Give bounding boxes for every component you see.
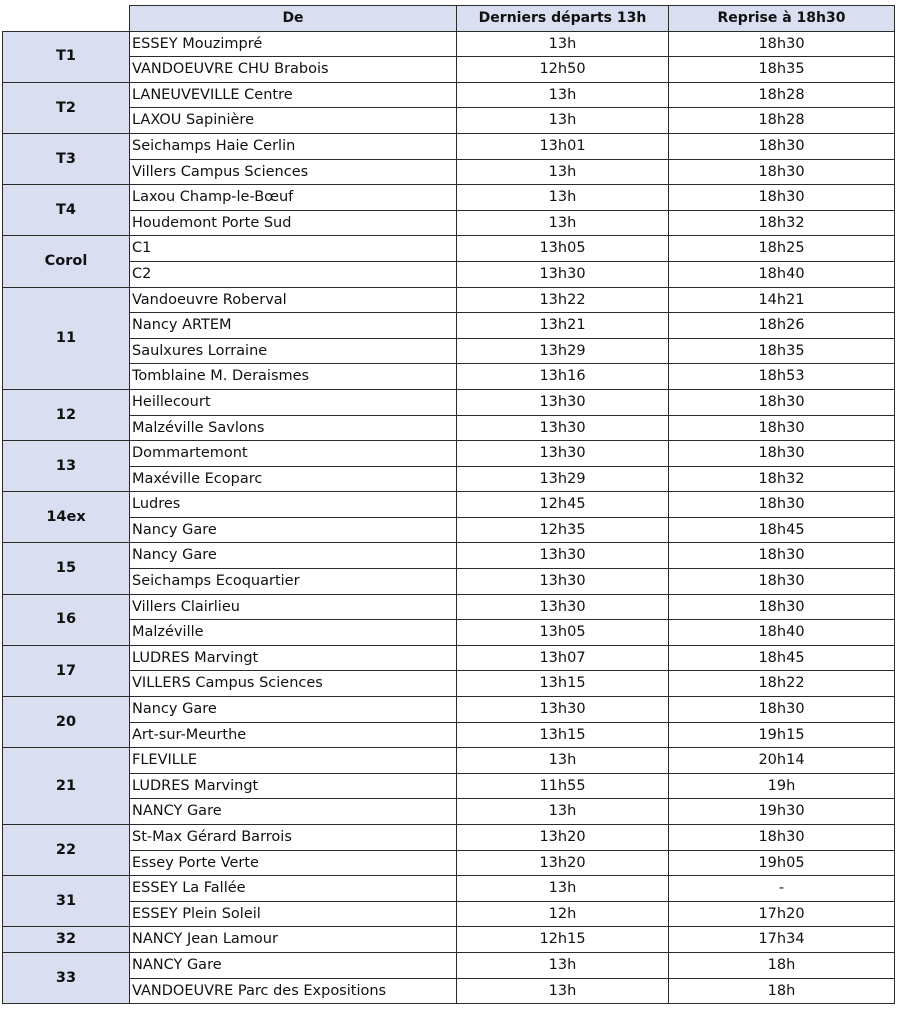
table-row — [3, 287, 895, 313]
line-label: 20 — [3, 697, 130, 748]
stop-from-cell: ESSEY Plein Soleil — [130, 901, 457, 927]
last-departure-cell: 13h — [457, 978, 669, 1004]
last-departure-cell: 13h — [457, 876, 669, 902]
stop-from-cell: C1 — [130, 236, 457, 262]
resumption-cell: 18h45 — [669, 517, 895, 543]
header-last-departures: Derniers départs 13h — [457, 6, 669, 32]
line-label: T3 — [3, 133, 130, 184]
last-departure-cell: 13h30 — [457, 594, 669, 620]
stop-from-cell: Nancy Gare — [130, 697, 457, 723]
last-departure-cell: 13h — [457, 82, 669, 108]
last-departure-cell: 13h15 — [457, 722, 669, 748]
header-from: De — [130, 6, 457, 32]
last-departure-cell: 13h22 — [457, 287, 669, 313]
last-departure-cell: 13h05 — [457, 620, 669, 646]
schedule-body — [3, 31, 895, 1004]
resumption-cell: 19h15 — [669, 722, 895, 748]
last-departure-cell: 12h15 — [457, 927, 669, 953]
last-departure-cell: 12h — [457, 901, 669, 927]
stop-from-cell: Malzéville — [130, 620, 457, 646]
last-departure-cell: 13h21 — [457, 313, 669, 339]
last-departure-cell: 13h15 — [457, 671, 669, 697]
resumption-cell: 18h40 — [669, 261, 895, 287]
stop-from-cell: Tomblaine M. Deraismes — [130, 364, 457, 390]
last-departure-cell: 13h30 — [457, 389, 669, 415]
stop-from-cell: ESSEY Mouzimpré — [130, 31, 457, 57]
stop-from-cell: FLEVILLE — [130, 748, 457, 774]
header-resumption: Reprise à 18h30 — [669, 6, 895, 32]
stop-from-cell: LAXOU Sapinière — [130, 108, 457, 134]
last-departure-cell: 13h — [457, 159, 669, 185]
stop-from-cell: Houdemont Porte Sud — [130, 210, 457, 236]
resumption-cell: 18h30 — [669, 389, 895, 415]
line-label: 22 — [3, 825, 130, 876]
stop-from-cell: Essey Porte Verte — [130, 850, 457, 876]
resumption-cell: 18h28 — [669, 108, 895, 134]
table-row — [3, 978, 895, 1004]
stop-from-cell: NANCY Jean Lamour — [130, 927, 457, 953]
stop-from-cell: Villers Clairlieu — [130, 594, 457, 620]
resumption-cell: 18h35 — [669, 57, 895, 83]
table-row — [3, 952, 895, 978]
stop-from-cell: Maxéville Ecoparc — [130, 466, 457, 492]
header-blank — [3, 6, 130, 32]
table-row — [3, 594, 895, 620]
table-row — [3, 901, 895, 927]
stop-from-cell: VANDOEUVRE CHU Brabois — [130, 57, 457, 83]
last-departure-cell: 13h20 — [457, 825, 669, 851]
table-row — [3, 671, 895, 697]
last-departure-cell: 13h30 — [457, 569, 669, 595]
table-row — [3, 108, 895, 134]
resumption-cell: 18h30 — [669, 441, 895, 467]
resumption-cell: 18h32 — [669, 466, 895, 492]
table-row — [3, 645, 895, 671]
line-label: 14ex — [3, 492, 130, 543]
line-label: 21 — [3, 748, 130, 825]
line-label: 15 — [3, 543, 130, 594]
table-row — [3, 492, 895, 518]
last-departure-cell: 11h55 — [457, 773, 669, 799]
table-row — [3, 569, 895, 595]
resumption-cell: 17h34 — [669, 927, 895, 953]
last-departure-cell: 13h — [457, 952, 669, 978]
last-departure-cell: 13h — [457, 31, 669, 57]
stop-from-cell: NANCY Gare — [130, 952, 457, 978]
stop-from-cell: Dommartemont — [130, 441, 457, 467]
stop-from-cell: NANCY Gare — [130, 799, 457, 825]
stop-from-cell: LUDRES Marvingt — [130, 773, 457, 799]
table-row — [3, 82, 895, 108]
last-departure-cell: 12h45 — [457, 492, 669, 518]
table-row — [3, 441, 895, 467]
last-departure-cell: 13h — [457, 210, 669, 236]
last-departure-cell: 13h30 — [457, 415, 669, 441]
resumption-cell: 18h30 — [669, 185, 895, 211]
resumption-cell: - — [669, 876, 895, 902]
table-row — [3, 415, 895, 441]
stop-from-cell: Villers Campus Sciences — [130, 159, 457, 185]
stop-from-cell: Seichamps Ecoquartier — [130, 569, 457, 595]
line-label: T2 — [3, 82, 130, 133]
table-row — [3, 773, 895, 799]
stop-from-cell: Heillecourt — [130, 389, 457, 415]
stop-from-cell: LANEUVEVILLE Centre — [130, 82, 457, 108]
resumption-cell: 18h30 — [669, 415, 895, 441]
resumption-cell: 17h20 — [669, 901, 895, 927]
last-departure-cell: 13h05 — [457, 236, 669, 262]
table-row — [3, 210, 895, 236]
resumption-cell: 18h30 — [669, 697, 895, 723]
table-row — [3, 261, 895, 287]
last-departure-cell: 13h — [457, 185, 669, 211]
resumption-cell: 18h25 — [669, 236, 895, 262]
resumption-cell: 18h30 — [669, 31, 895, 57]
line-label: 32 — [3, 927, 130, 953]
stop-from-cell: VILLERS Campus Sciences — [130, 671, 457, 697]
stop-from-cell: Nancy Gare — [130, 517, 457, 543]
resumption-cell: 14h21 — [669, 287, 895, 313]
resumption-cell: 18h32 — [669, 210, 895, 236]
stop-from-cell: VANDOEUVRE Parc des Expositions — [130, 978, 457, 1004]
schedule-table — [2, 5, 895, 1004]
last-departure-cell: 13h30 — [457, 543, 669, 569]
resumption-cell: 18h30 — [669, 159, 895, 185]
last-departure-cell: 13h01 — [457, 133, 669, 159]
last-departure-cell: 13h20 — [457, 850, 669, 876]
stop-from-cell: ESSEY La Fallée — [130, 876, 457, 902]
line-label: 13 — [3, 441, 130, 492]
table-row — [3, 722, 895, 748]
resumption-cell: 18h26 — [669, 313, 895, 339]
table-row — [3, 159, 895, 185]
last-departure-cell: 13h29 — [457, 338, 669, 364]
stop-from-cell: C2 — [130, 261, 457, 287]
resumption-cell: 18h28 — [669, 82, 895, 108]
resumption-cell: 20h14 — [669, 748, 895, 774]
line-label: 11 — [3, 287, 130, 389]
table-row — [3, 313, 895, 339]
table-row — [3, 620, 895, 646]
resumption-cell: 18h22 — [669, 671, 895, 697]
resumption-cell: 18h30 — [669, 594, 895, 620]
stop-from-cell: Art-sur-Meurthe — [130, 722, 457, 748]
resumption-cell: 19h — [669, 773, 895, 799]
last-departure-cell: 13h30 — [457, 441, 669, 467]
resumption-cell: 18h30 — [669, 543, 895, 569]
resumption-cell: 18h30 — [669, 492, 895, 518]
table-row — [3, 825, 895, 851]
table-row — [3, 876, 895, 902]
stop-from-cell: St-Max Gérard Barrois — [130, 825, 457, 851]
last-departure-cell: 13h — [457, 799, 669, 825]
last-departure-cell: 13h07 — [457, 645, 669, 671]
stop-from-cell: Laxou Champ-le-Bœuf — [130, 185, 457, 211]
table-row — [3, 389, 895, 415]
stop-from-cell: Ludres — [130, 492, 457, 518]
header-row — [3, 6, 895, 32]
last-departure-cell: 13h16 — [457, 364, 669, 390]
table-row — [3, 31, 895, 57]
last-departure-cell: 13h30 — [457, 697, 669, 723]
table-row — [3, 466, 895, 492]
line-label: 12 — [3, 389, 130, 440]
stop-from-cell: Malzéville Savlons — [130, 415, 457, 441]
line-label: 31 — [3, 876, 130, 927]
last-departure-cell: 13h29 — [457, 466, 669, 492]
last-departure-cell: 13h30 — [457, 261, 669, 287]
resumption-cell: 18h — [669, 952, 895, 978]
stop-from-cell: Saulxures Lorraine — [130, 338, 457, 364]
resumption-cell: 18h30 — [669, 569, 895, 595]
line-label: T4 — [3, 185, 130, 236]
table-row — [3, 133, 895, 159]
table-row — [3, 338, 895, 364]
table-row — [3, 927, 895, 953]
table-row — [3, 697, 895, 723]
line-label: 33 — [3, 952, 130, 1003]
line-label: T1 — [3, 31, 130, 82]
resumption-cell: 18h45 — [669, 645, 895, 671]
stop-from-cell: Vandoeuvre Roberval — [130, 287, 457, 313]
stop-from-cell: Nancy ARTEM — [130, 313, 457, 339]
resumption-cell: 18h35 — [669, 338, 895, 364]
last-departure-cell: 13h — [457, 108, 669, 134]
stop-from-cell: Seichamps Haie Cerlin — [130, 133, 457, 159]
stop-from-cell: Nancy Gare — [130, 543, 457, 569]
resumption-cell: 18h — [669, 978, 895, 1004]
table-row — [3, 364, 895, 390]
resumption-cell: 18h40 — [669, 620, 895, 646]
table-row — [3, 517, 895, 543]
table-row — [3, 543, 895, 569]
last-departure-cell: 12h35 — [457, 517, 669, 543]
resumption-cell: 18h53 — [669, 364, 895, 390]
resumption-cell: 18h30 — [669, 825, 895, 851]
table-row — [3, 236, 895, 262]
table-row — [3, 185, 895, 211]
line-label: Corol — [3, 236, 130, 287]
resumption-cell: 18h30 — [669, 133, 895, 159]
resumption-cell: 19h30 — [669, 799, 895, 825]
table-row — [3, 850, 895, 876]
stop-from-cell: LUDRES Marvingt — [130, 645, 457, 671]
resumption-cell: 19h05 — [669, 850, 895, 876]
line-label: 17 — [3, 645, 130, 696]
table-row — [3, 57, 895, 83]
table-row — [3, 748, 895, 774]
last-departure-cell: 13h — [457, 748, 669, 774]
last-departure-cell: 12h50 — [457, 57, 669, 83]
table-row — [3, 799, 895, 825]
line-label: 16 — [3, 594, 130, 645]
